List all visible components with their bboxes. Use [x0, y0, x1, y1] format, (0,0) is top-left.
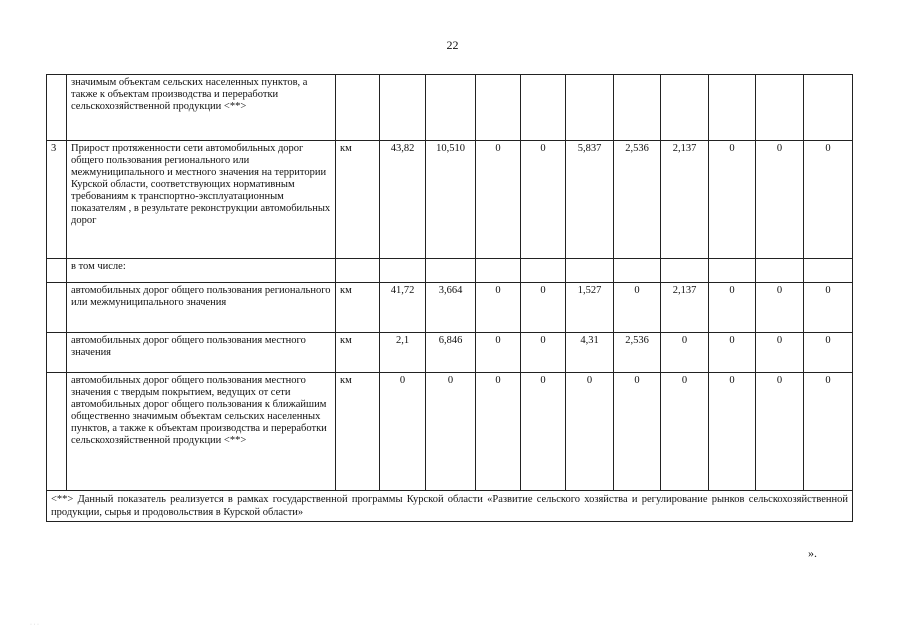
value-cell: 0	[476, 333, 521, 373]
table-row	[47, 373, 853, 491]
value-cell: 0	[709, 373, 756, 491]
value-cell: 0	[476, 283, 521, 333]
indicator-name: автомобильных дорог общего пользования местного значения	[67, 333, 336, 373]
table-row	[47, 75, 853, 141]
value-cell	[521, 259, 566, 283]
value-cell: 0	[661, 333, 709, 373]
value-cell	[476, 75, 521, 141]
value-cell: 10,510	[426, 141, 476, 259]
value-cell	[476, 259, 521, 283]
value-cell: 0	[476, 373, 521, 491]
table-body	[47, 75, 853, 491]
value-cell: 0	[804, 283, 853, 333]
value-cell: 0	[614, 283, 661, 333]
value-cell	[804, 75, 853, 141]
unit-cell: км	[336, 283, 380, 333]
row-number	[47, 259, 67, 283]
row-number	[47, 333, 67, 373]
value-cell: 43,82	[380, 141, 426, 259]
indicator-name: в том числе:	[67, 259, 336, 283]
unit-cell: км	[336, 373, 380, 491]
indicator-name: автомобильных дорог общего пользования регионального или межмуниципального значения	[67, 283, 336, 333]
indicator-name: значимым объектам сельских населенных пунктов, а также к объектам производства и переработки сельскохозяйственной продукции <**>	[67, 75, 336, 141]
value-cell: 3,664	[426, 283, 476, 333]
value-cell: 0	[804, 333, 853, 373]
value-cell: 5,837	[566, 141, 614, 259]
value-cell: 0	[476, 141, 521, 259]
value-cell: 0	[756, 333, 804, 373]
value-cell	[661, 75, 709, 141]
footnote-text: <**> Данный показатель реализуется в рамках государственной программы Курской области «Развитие сельского хозяйства и регулирование рынков сельскохозяйственной продукции, сырья и продовольствия в Курской области»	[47, 491, 853, 522]
value-cell: 0	[521, 333, 566, 373]
value-cell	[756, 75, 804, 141]
row-number	[47, 283, 67, 333]
value-cell	[426, 259, 476, 283]
value-cell: 0	[661, 373, 709, 491]
value-cell	[521, 75, 566, 141]
value-cell: 0	[521, 373, 566, 491]
value-cell: 0	[426, 373, 476, 491]
value-cell	[709, 259, 756, 283]
value-cell	[614, 259, 661, 283]
table-row	[47, 259, 853, 283]
value-cell	[426, 75, 476, 141]
value-cell: 0	[709, 333, 756, 373]
value-cell	[804, 259, 853, 283]
row-number	[47, 75, 67, 141]
row-number	[47, 373, 67, 491]
row-number: 3	[47, 141, 67, 259]
value-cell: 0	[521, 283, 566, 333]
value-cell	[661, 259, 709, 283]
value-cell	[614, 75, 661, 141]
unit-cell: км	[336, 141, 380, 259]
value-cell: 2,536	[614, 141, 661, 259]
value-cell: 0	[756, 373, 804, 491]
value-cell: 2,137	[661, 141, 709, 259]
value-cell	[709, 75, 756, 141]
value-cell: 2,536	[614, 333, 661, 373]
value-cell	[756, 259, 804, 283]
value-cell	[380, 75, 426, 141]
value-cell: 0	[804, 141, 853, 259]
value-cell: 0	[380, 373, 426, 491]
indicator-name: Прирост протяженности сети автомобильных дорог общего пользования регионального или межмуниципального и местного значения на территории Курской области, соответствующих нормативным требованиям к транспортно-эксплуатационным показателям , в результате реконструкции автомобильных дорог	[67, 141, 336, 259]
value-cell: 2,137	[661, 283, 709, 333]
value-cell	[380, 259, 426, 283]
table-row	[47, 333, 853, 373]
value-cell: 0	[566, 373, 614, 491]
table-row	[47, 141, 853, 259]
value-cell: 0	[804, 373, 853, 491]
value-cell: 0	[614, 373, 661, 491]
value-cell: 0	[756, 283, 804, 333]
table-row	[47, 283, 853, 333]
value-cell	[566, 259, 614, 283]
unit-cell	[336, 75, 380, 141]
value-cell: 0	[521, 141, 566, 259]
unit-cell	[336, 259, 380, 283]
page-number: 22	[446, 38, 459, 52]
value-cell: 2,1	[380, 333, 426, 373]
value-cell: 6,846	[426, 333, 476, 373]
value-cell: 1,527	[566, 283, 614, 333]
indicators-table	[46, 74, 853, 522]
indicator-name: автомобильных дорог общего пользования местного значения с твердым покрытием, ведущих от сети автомобильных дорог общего пользования к ближайшим общественно значимым объектам сельских населенных пунктов, а также к объектам производства и переработки сельскохозяйственной продукции <**>	[67, 373, 336, 491]
value-cell	[566, 75, 614, 141]
value-cell: 0	[709, 283, 756, 333]
unit-cell: км	[336, 333, 380, 373]
value-cell: 0	[756, 141, 804, 259]
value-cell: 41,72	[380, 283, 426, 333]
value-cell: 4,31	[566, 333, 614, 373]
scan-artifact: · · ·	[30, 622, 39, 628]
value-cell: 0	[709, 141, 756, 259]
footnote-row	[47, 491, 853, 522]
closing-quote: ».	[808, 546, 817, 560]
